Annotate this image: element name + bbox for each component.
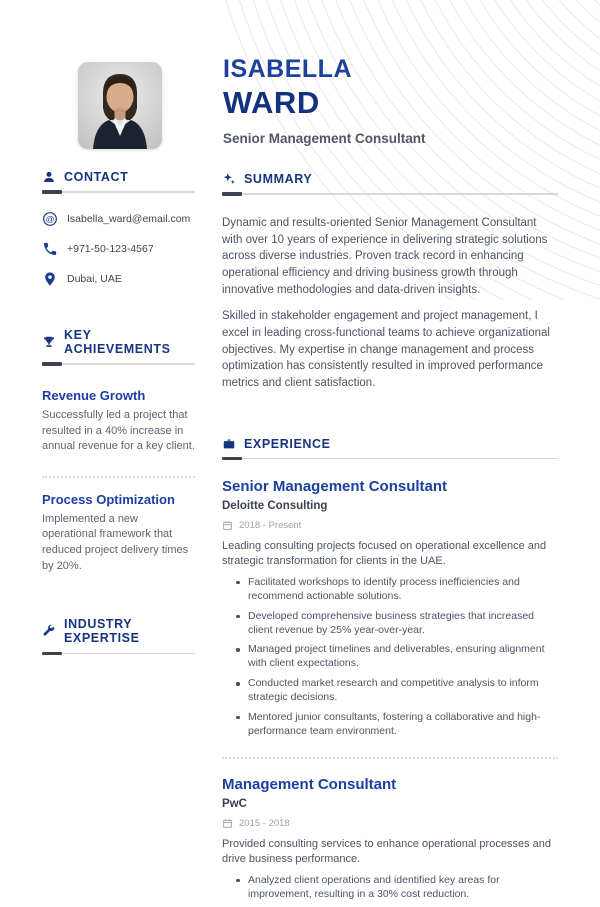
job-title: Management Consultant xyxy=(222,775,397,793)
experience-heading-label: EXPERIENCE xyxy=(244,436,331,451)
achievements-heading-label: KEY ACHIEVEMENTS xyxy=(64,328,171,356)
section-divider xyxy=(222,457,558,461)
job-bullet: Analyzed client operations and identified key areas for improvement, resulting in a 30% cost reduction. xyxy=(248,874,558,902)
job-bullet: Mentored junior consultants, fostering a collaborative and high-performance team environment. xyxy=(248,711,558,739)
profile-photo xyxy=(78,62,162,149)
contact-location-row xyxy=(42,271,195,287)
at-icon xyxy=(42,211,58,227)
briefcase-icon xyxy=(222,437,236,451)
expertise-heading-label: INDUSTRY EXPERTISE xyxy=(64,617,140,646)
contact-email-row xyxy=(42,211,195,227)
job-dates-text: 2015 - 2018 xyxy=(239,817,290,829)
summary-heading-label: SUMMARY xyxy=(244,172,313,186)
wrench-icon xyxy=(42,624,56,638)
section-divider xyxy=(42,651,195,655)
job-dates-text: 2018 - Present xyxy=(239,519,302,531)
section-divider xyxy=(42,362,195,366)
contact-email-text: Isabella_ward@email.com xyxy=(67,213,191,225)
experience-entry xyxy=(222,478,558,739)
achievement-description: Implemented a new operational framework that reduced project delivery times by 20%. xyxy=(42,512,189,572)
contact-list xyxy=(42,211,195,287)
phone-icon xyxy=(42,241,58,257)
calendar-icon xyxy=(222,818,233,829)
job-description: Provided consulting services to enhance operational processes and drive business performance. xyxy=(222,837,551,866)
last-name: WARD xyxy=(223,84,320,120)
main-column xyxy=(222,172,558,907)
contact-phone-row xyxy=(42,241,195,257)
section-divider xyxy=(222,192,558,196)
experience-entry xyxy=(222,776,558,902)
summary-paragraph: Dynamic and results-oriented Senior Management Consultant with over 10 years of experience in delivering strategic solutions across diverse industries. Proven track record in enhancing operational efficiency and driving business growth through innovative methodologies and data-driven insights. xyxy=(222,217,548,296)
job-bullet-list xyxy=(222,874,558,902)
map-pin-icon xyxy=(42,271,58,287)
portrait-illustration xyxy=(78,62,162,149)
svg-text:@: @ xyxy=(45,214,55,224)
person-icon xyxy=(42,170,56,184)
job-date-row xyxy=(222,520,558,531)
contact-phone-text: +971-50-123-4567 xyxy=(67,243,154,255)
section-divider xyxy=(42,190,195,194)
calendar-icon xyxy=(222,520,233,531)
achievement-description: Successfully led a project that resulted in a 40% increase in annual revenue for a key client. xyxy=(42,409,195,453)
resume-header xyxy=(223,56,563,146)
job-company: PwC xyxy=(222,797,247,810)
job-bullet: Conducted market research and competitive analysis to inform strategic decisions. xyxy=(248,677,558,705)
sparkles-icon xyxy=(222,172,236,186)
job-bullet: Facilitated workshops to identify process inefficiencies and recommend actionable solutions. xyxy=(248,576,558,604)
achievement-title: Process Optimization xyxy=(42,491,175,507)
achievement-title: Revenue Growth xyxy=(42,388,146,403)
expertise-section-heading xyxy=(42,617,195,645)
summary-paragraph: Skilled in stakeholder engagement and project management, I excel in leading cross-functional teams to achieve organizational objectives. My expertise in change management and process optimization has consistently resulted in improved performance metrics and client satisfaction. xyxy=(222,310,550,390)
job-title: Senior Management Consultant xyxy=(222,477,448,495)
sidebar xyxy=(42,170,195,655)
job-bullet: Managed project timelines and deliverables, ensuring alignment with client expectations. xyxy=(248,643,558,671)
header-job-title: Senior Management Consultant xyxy=(223,130,426,146)
job-description: Leading consulting projects focused on operational excellence and strategic transformation for clients in the UAE. xyxy=(222,539,547,568)
job-date-row xyxy=(222,818,558,829)
experience-section-heading xyxy=(222,437,558,451)
summary-section-heading xyxy=(222,172,558,186)
achievement-item xyxy=(42,492,195,574)
job-company: Deloitte Consulting xyxy=(222,499,328,512)
dotted-divider xyxy=(222,757,558,759)
contact-heading-label: CONTACT xyxy=(64,170,129,184)
trophy-icon xyxy=(42,335,56,349)
first-name: ISABELLA xyxy=(223,55,352,83)
job-bullet: Developed comprehensive business strategies that increased client revenue by 25% year-over-year. xyxy=(248,610,558,638)
contact-section-heading xyxy=(42,170,195,184)
achievements-section-heading xyxy=(42,328,195,356)
job-bullet-list xyxy=(222,576,558,739)
dotted-divider xyxy=(42,476,195,478)
contact-location-text: Dubai, UAE xyxy=(67,273,122,285)
achievement-item xyxy=(42,388,195,455)
